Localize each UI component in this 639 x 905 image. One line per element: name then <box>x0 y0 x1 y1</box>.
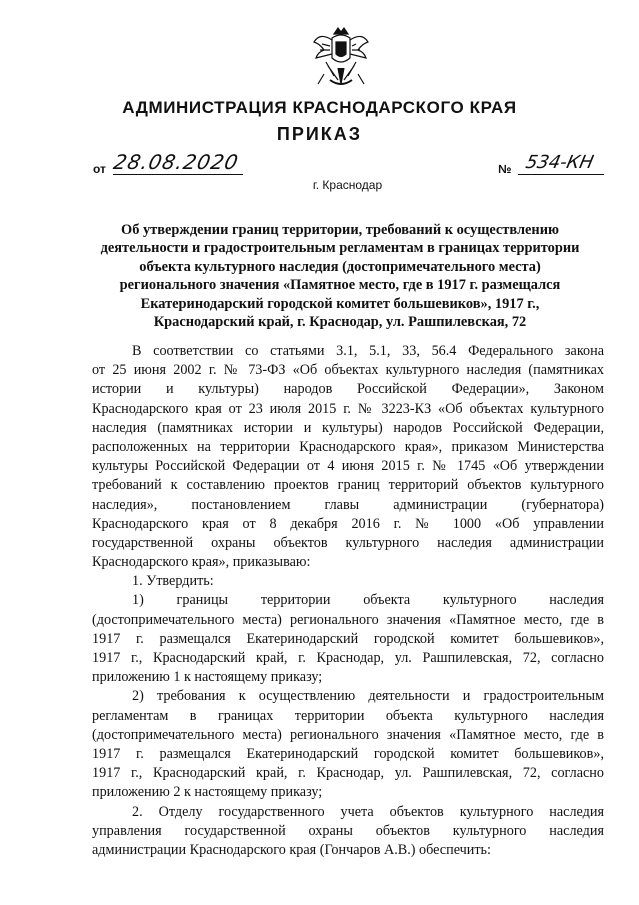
organization-title: АДМИНИСТРАЦИЯ КРАСНОДАРСКОГО КРАЯ <box>122 98 517 117</box>
heading-line: деятельности и градостроительным регламентам в границах территории <box>100 240 580 257</box>
body-line: 1917 г. размещался Екатеринодарский городской комитет большевиков», <box>92 745 604 762</box>
body-line: (достопримечательного места) регионального значения «Памятное место, где в <box>92 726 604 743</box>
body-line: 1917 г., Краснодарский край, г. Краснодар, ул. Рашпилевская, 72, согласно <box>92 765 604 782</box>
body-line: наследия», постановлением главы администрации (губернатора) <box>92 496 604 513</box>
heading-line: Екатеринодарский городской комитет большевиков», 1917 г., <box>140 295 540 312</box>
body-line: 1917 г. размещался Екатеринодарский городской комитет большевиков», <box>92 630 604 647</box>
body-line: 1917 г., Краснодарский край, г. Краснодар, ул. Рашпилевская, 72, согласно <box>92 650 604 666</box>
heading-line: регионального значения «Памятное место, где в 1917 г. размещался <box>119 277 561 294</box>
body-line: истории и культуры) народов Российской Федерации», Законом <box>92 381 604 398</box>
heading-line: Краснодарский край, г. Краснодар, ул. Рашпилевская, 72 <box>153 314 527 331</box>
body-line: управления государственной охраны объектов культурного наследия <box>92 822 604 839</box>
heading-line: Об утверждении границ территории, требований к осуществлению <box>121 222 559 238</box>
number-handwritten: 534-КН <box>523 152 596 173</box>
body-line: В соответствии со статьями 3.1, 5.1, 33, 56.4 Федерального закона <box>132 343 604 359</box>
number-label: № <box>498 162 512 176</box>
date-handwritten: 28.08.2020 <box>111 150 242 174</box>
body-line: приложению 2 к настоящему приказу; <box>92 784 323 801</box>
date-label: от <box>93 162 106 176</box>
body-line: Краснодарского края от 23 июля 2015 г. № 3223-КЗ «Об объектах культурного <box>92 400 604 417</box>
body-line: культуры Российской Федерации от 4 июня 2015 г. № 1745 «Об утверждении <box>92 458 604 475</box>
body-line: 1. Утвердить: <box>132 573 214 590</box>
heading-line: объекта культурного наследия (достопримечательного места) <box>139 258 541 275</box>
body-line: требований к составлению проектов границ территорий объектов культурного <box>92 477 604 494</box>
document-heading <box>100 221 580 331</box>
body-line: 2) требования к осуществлению деятельности и градостроительным <box>132 688 604 705</box>
document-body <box>92 342 604 860</box>
city-label: г. Краснодар <box>312 178 383 192</box>
body-line: Краснодарского края», приказываю: <box>92 554 311 571</box>
body-line: приложению 1 к настоящему приказу; <box>92 669 323 686</box>
number-underline <box>518 174 604 175</box>
body-line: 2. Отделу государственного учета объектов культурного наследия <box>132 803 604 820</box>
body-line: (достопримечательного места) регионального значения «Памятное место, где в <box>92 611 604 628</box>
body-line: от 25 июня 2002 г. № 73-ФЗ «Об объектах культурного наследия (памятниках <box>92 362 604 379</box>
body-line: администрации Краснодарского края (Гончаров А.В.) обеспечить: <box>92 841 491 858</box>
body-line: Краснодарского края от 8 декабря 2016 г. № 1000 «Об управлении <box>92 515 604 532</box>
document-type: ПРИКАЗ <box>276 124 363 144</box>
body-line: расположенных на территории Краснодарского края», приказом Министерства <box>92 438 604 455</box>
body-line: государственной охраны объектов культурного наследия администрации <box>92 534 604 551</box>
body-line: 1) границы территории объекта культурного наследия <box>132 592 604 609</box>
coat-of-arms-icon <box>312 24 370 92</box>
body-line: регламентам в границах территории объекта культурного наследия <box>92 707 604 724</box>
date-underline <box>113 174 243 175</box>
body-line: наследия (памятниках истории и культуры) народов Российской Федерации, <box>92 419 604 436</box>
